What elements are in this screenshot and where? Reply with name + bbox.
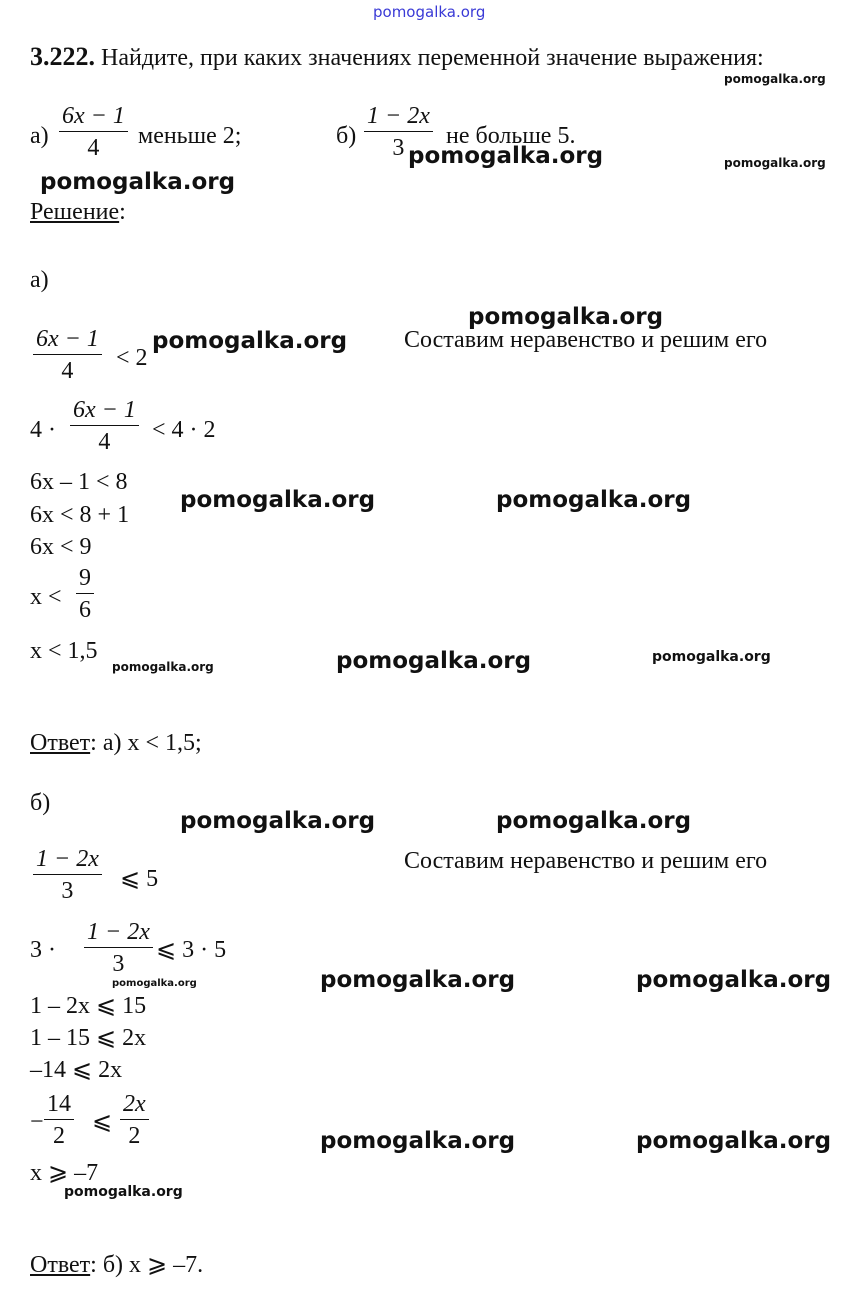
part-a-label: а): [30, 123, 49, 149]
watermark: pomogalka.org: [468, 304, 664, 330]
watermark: pomogalka.org: [724, 72, 826, 86]
fraction-denominator: 3: [392, 135, 405, 161]
part-a-condition: меньше 2;: [138, 123, 242, 149]
fraction-numerator: 6x − 1: [59, 104, 128, 132]
fraction-numerator: 14: [44, 1092, 74, 1120]
fraction-denominator: 2: [53, 1123, 65, 1149]
answer-a: [30, 731, 202, 755]
a-note: Составим неравенство и решим его: [404, 327, 768, 353]
b-step1-rhs: ⩽ 5: [120, 866, 159, 892]
fraction-numerator: 1 − 2x: [364, 104, 433, 132]
fraction-numerator: 6x − 1: [33, 327, 102, 355]
solution-heading: [30, 200, 126, 224]
b-step6-fraction-right: [120, 1092, 149, 1148]
watermark: pomogalka.org: [320, 967, 516, 993]
fraction-numerator: 1 − 2x: [84, 920, 153, 948]
b-step3: 1 – 2x ⩽ 15: [30, 993, 147, 1019]
b-step5: –14 ⩽ 2x: [30, 1057, 123, 1083]
b-step6-minus: −: [30, 1109, 44, 1135]
watermark: pomogalka.org: [652, 649, 771, 665]
b-step6-fraction-left: [44, 1092, 74, 1148]
fraction-numerator: 9: [76, 566, 94, 594]
answer-a-text: : а) x < 1,5;: [90, 730, 202, 756]
watermark: pomogalka.org: [112, 978, 197, 989]
b-note: Составим неравенство и решим его: [404, 848, 768, 874]
b-step4: 1 – 15 ⩽ 2x: [30, 1025, 147, 1051]
watermark: pomogalka.org: [40, 169, 236, 195]
b-step2-rhs: ⩽ 3 · 5: [156, 937, 227, 963]
fraction-denominator: 2: [128, 1123, 141, 1149]
a-step3: 6x – 1 < 8: [30, 469, 128, 495]
b-step7: x ⩾ –7: [30, 1160, 99, 1186]
answer-a-label: Ответ: [30, 730, 91, 756]
answer-b-text: : б) x ⩾ –7.: [90, 1252, 204, 1278]
a-step2-rhs: < 4 · 2: [152, 417, 216, 443]
a-step2-fraction: [70, 398, 139, 454]
part-a-fraction: [59, 104, 128, 160]
solution-heading-colon: :: [119, 199, 126, 225]
watermark: pomogalka.org: [636, 967, 832, 993]
b-step1-fraction: [33, 847, 102, 903]
b-step2-lhs: 3 ·: [30, 937, 56, 963]
watermark: pomogalka.org: [180, 808, 376, 834]
part-b-condition: не больше 5.: [446, 123, 576, 149]
fraction-denominator: 3: [61, 878, 74, 904]
solution-heading-text: Решение: [30, 199, 120, 225]
watermark: pomogalka.org: [152, 328, 348, 354]
watermark-top: pomogalka.org: [373, 3, 486, 21]
a-step5: 6x < 9: [30, 534, 92, 560]
watermark: pomogalka.org: [636, 1128, 832, 1154]
watermark: pomogalka.org: [336, 648, 532, 674]
a-step6-lhs: x <: [30, 584, 62, 610]
watermark: pomogalka.org: [496, 487, 692, 513]
solution-b-label: б): [30, 790, 51, 816]
fraction-denominator: 4: [87, 135, 100, 161]
watermark: pomogalka.org: [408, 143, 604, 169]
answer-b-label: Ответ: [30, 1252, 91, 1278]
problem-header: [30, 44, 764, 70]
a-step6-fraction: [76, 566, 94, 622]
a-step2-lhs: 4 ·: [30, 417, 56, 443]
a-step4: 6x < 8 + 1: [30, 502, 130, 528]
fraction-numerator: 1 − 2x: [33, 847, 102, 875]
solution-a-label: а): [30, 267, 49, 293]
problem-number: 3.222.: [30, 42, 95, 71]
b-step6-relation: ⩽: [92, 1109, 113, 1135]
a-step1-fraction: [33, 327, 102, 383]
a-step7: x < 1,5: [30, 638, 98, 664]
fraction-denominator: 3: [112, 951, 125, 977]
watermark: pomogalka.org: [496, 808, 692, 834]
b-step2-fraction: [84, 920, 153, 976]
watermark: pomogalka.org: [64, 1184, 183, 1200]
fraction-denominator: 6: [79, 597, 91, 623]
watermark: pomogalka.org: [112, 660, 214, 674]
watermark: pomogalka.org: [320, 1128, 516, 1154]
answer-b: [30, 1253, 203, 1277]
watermark: pomogalka.org: [180, 487, 376, 513]
fraction-numerator: 6x − 1: [70, 398, 139, 426]
watermark: pomogalka.org: [724, 156, 826, 170]
problem-statement: Найдите, при каких значениях переменной значение выражения:: [101, 45, 764, 71]
a-step1-rhs: < 2: [116, 345, 148, 371]
fraction-denominator: 4: [98, 429, 111, 455]
fraction-denominator: 4: [61, 358, 74, 384]
part-b-label: б): [336, 123, 357, 149]
fraction-numerator: 2x: [120, 1092, 149, 1120]
